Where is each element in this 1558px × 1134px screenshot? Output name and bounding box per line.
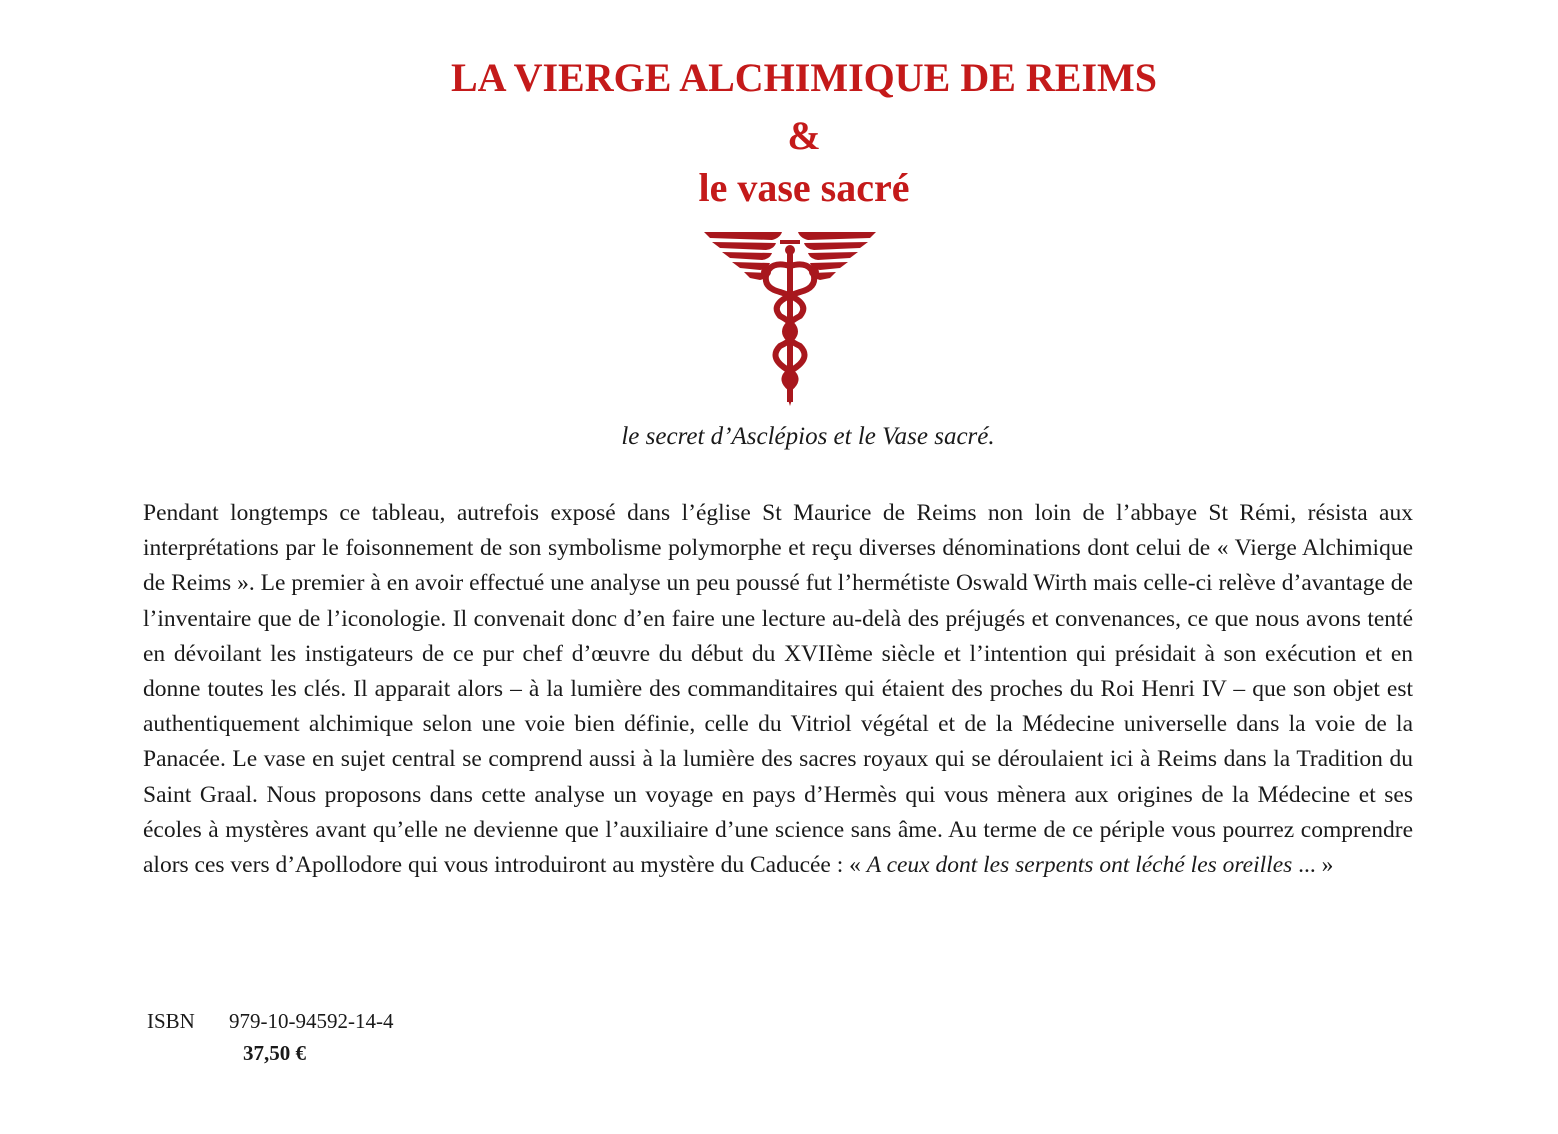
book-title: LA VIERGE ALCHIMIQUE DE REIMS <box>450 55 1158 100</box>
isbn-row <box>147 1011 393 1032</box>
apollodorus-quote: A ceux dont les serpents ont léché les oreilles <box>866 852 1293 879</box>
price: 37,50 € <box>243 1041 306 1065</box>
description-text: Pendant longtemps ce tableau, autrefois exposé dans l’église St Maurice de Reims non loin de l’abbaye St Rémi, résista aux interprétations par le foisonnement de son symbolisme polymorphe et reçu diverses dénominations dont celui de « Vierge Alchimique de Reims ». Le premier à en avoir effectué une analyse un peu poussé fut l’hermétiste Oswald Wirth mais celle-ci relève d’avantage de l’inventaire que de l’iconologie. Il convenait donc d’en faire une lecture au-delà des préjugés et convenances, ce que nous avons tenté en dévoilant les instigateurs de ce pur chef d’œuvre du début du XVIIème siècle et l’intention qui présidait à son exécution et en donne toutes les clés. Il apparait alors – à la lumière des commanditaires qui étaient des proches du Roi Henri IV – que son objet est authentiquement alchimique selon une voie bien définie, celle du Vitriol végétal et de la Médecine universelle dans la voie de la Panacée. Le vase en sujet central se comprend aussi à la lumière des sacres royaux qui se déroulaient ici à Reims dans la Tradition du Saint Graal. Nous proposons dans cette analyse un voyage en pays d’Hermès qui vous mènera aux origines de la Médecine et ses écoles à mystères avant qu’elle ne devienne que l’auxiliaire d’une science sans âme. Au terme de ce périple vous pourrez comprendre alors ces vers d’Apollodore qui vous introduiront au mystère du Caducée : « <box>143 500 1413 879</box>
caduceus-icon <box>700 228 880 406</box>
isbn-label: ISBN <box>147 1009 195 1033</box>
tagline: le secret d’Asclépios et le Vase sacré. <box>621 423 995 450</box>
title-ampersand: & <box>787 113 821 158</box>
quote-ending: ... » <box>1292 852 1334 879</box>
isbn-number: 979-10-94592-14-4 <box>229 1009 394 1033</box>
description-paragraph <box>143 496 1413 883</box>
book-title-subtitle: le vase sacré <box>698 165 910 210</box>
